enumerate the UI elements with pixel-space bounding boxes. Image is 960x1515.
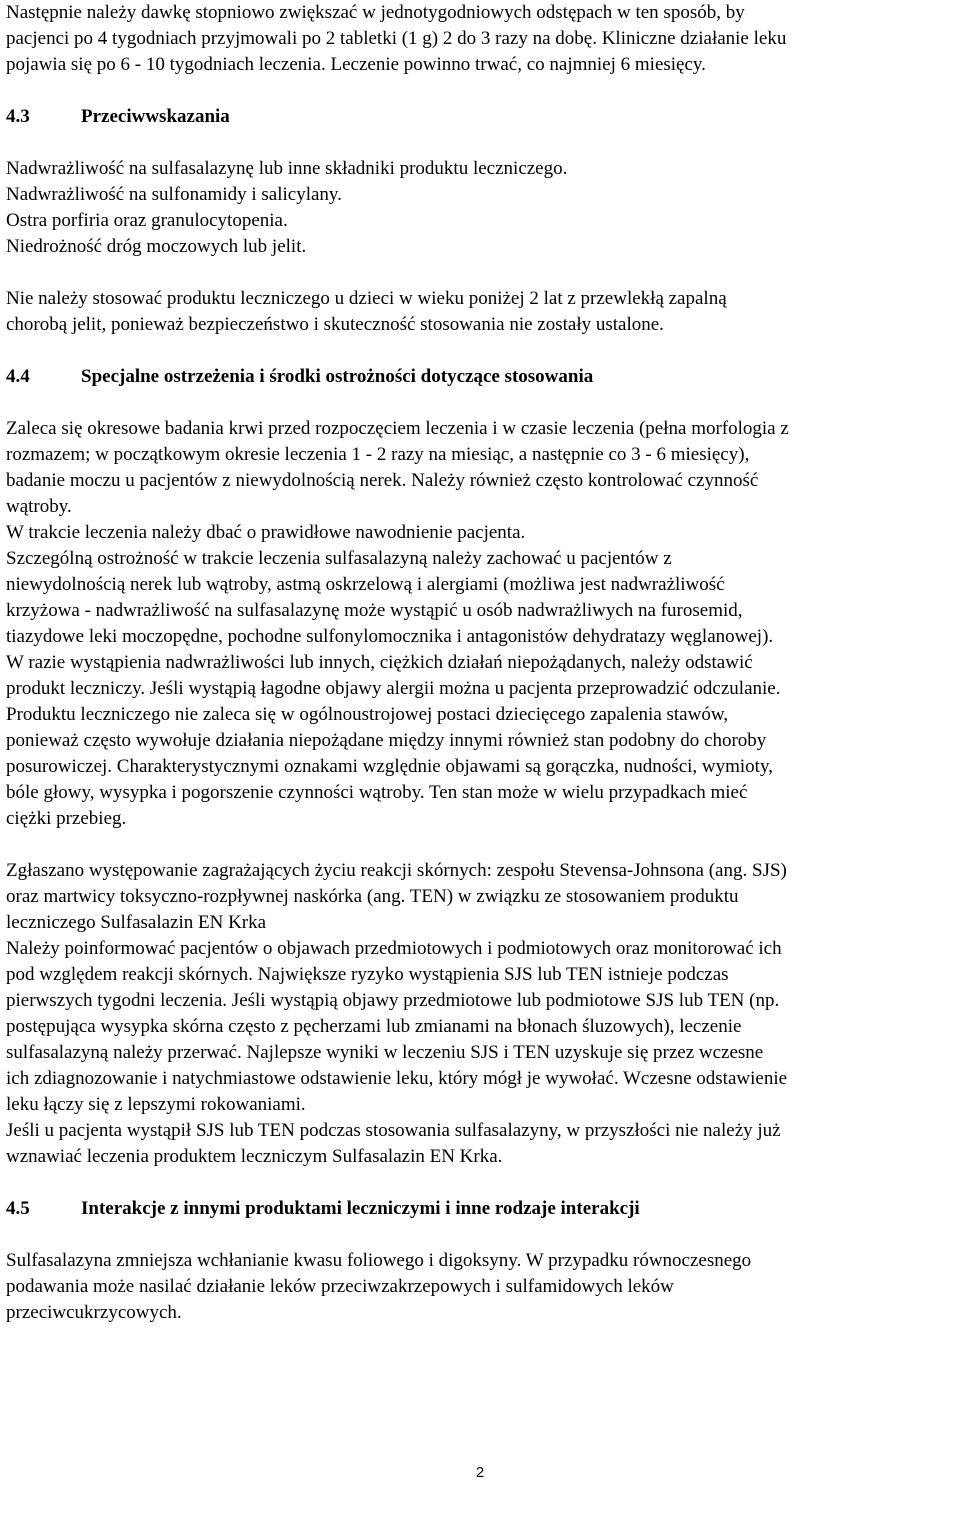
text-line: Zgłaszano występowanie zagrażających życiu reakcji skórnych: zespołu Stevensa-Johnsona (ang. SJS) — [6, 860, 787, 881]
text-line: Nadwrażliwość na sulfasalazynę lub inne składniki produktu leczniczego. — [6, 158, 568, 179]
text-line: Następnie należy dawkę stopniowo zwiększać w jednotygodniowych odstępach w ten sposób, by — [6, 2, 745, 23]
document-page — [6, 0, 956, 1326]
text-line: chorobą jelit, ponieważ bezpieczeństwo i skuteczność stosowania nie zostały ustalone. — [6, 314, 664, 335]
section-title: Przeciwwskazania — [81, 106, 230, 127]
text-line: niewydolnością nerek lub wątroby, astmą oskrzelową i alergiami (możliwa jest nadwrażliwość — [6, 574, 725, 595]
text-line: badanie moczu u pacjentów z niewydolnością nerek. Należy również często kontrolować czynność — [6, 470, 759, 491]
intro-paragraph — [6, 0, 956, 78]
contraindications-note — [6, 286, 956, 338]
warnings-paragraph-2 — [6, 858, 956, 1170]
text-line: pierwszych tygodni leczenia. Jeśli wystąpią objawy przedmiotowe lub podmiotowe SJS lub TEN (np. — [6, 990, 780, 1011]
text-line: leczniczego Sulfasalazin EN Krka — [6, 912, 267, 933]
text-line: Ostra porfiria oraz granulocytopenia. — [6, 210, 288, 231]
text-line: ciężki przebieg. — [6, 808, 127, 829]
text-line: Produktu leczniczego nie zaleca się w ogólnoustrojowej postaci dziecięcego zapalenia stawów, — [6, 704, 729, 725]
text-line: krzyżowa - nadwrażliwość na sulfasalazynę może wystąpić u osób nadwrażliwych na furosemid, — [6, 600, 743, 621]
text-line: Należy poinformować pacjentów o objawach przedmiotowych i podmiotowych oraz monitorować ich — [6, 938, 782, 959]
text-line: rozmazem; w początkowym okresie leczenia 1 - 2 razy na miesiąc, a następnie co 3 - 6 miesięcy), — [6, 444, 750, 465]
section-number: 4.4 — [6, 366, 30, 387]
text-line: postępująca wysypka skórna często z pęcherzami lub zmianami na błonach śluzowych), leczenie — [6, 1016, 742, 1037]
text-line: Szczególną ostrożność w trakcie leczenia sulfasalazyną należy zachować u pacjentów z — [6, 548, 672, 569]
interactions-paragraph — [6, 1248, 956, 1326]
text-line: leku łączy się z lepszymi rokowaniami. — [6, 1094, 306, 1115]
text-line: Nie należy stosować produktu leczniczego u dzieci w wieku poniżej 2 lat z przewlekłą zapalną — [6, 288, 727, 309]
text-line: Niedrożność dróg moczowych lub jelit. — [6, 236, 307, 257]
text-line: ich zdiagnozowanie i natychmiastowe odstawienie leku, który mógł je wywołać. Wczesne odstawienie — [6, 1068, 788, 1089]
section-heading-4-4 — [6, 364, 956, 390]
text-line: W razie wystąpienia nadwrażliwości lub innych, ciężkich działań niepożądanych, należy odstawić — [6, 652, 753, 673]
text-line: ponieważ często wywołuje działania niepożądane między innymi również stan podobny do choroby — [6, 730, 767, 751]
text-line: wątroby. — [6, 496, 72, 517]
section-title: Specjalne ostrzeżenia i środki ostrożności dotyczące stosowania — [81, 366, 594, 387]
section-number: 4.5 — [6, 1198, 30, 1219]
section-heading-4-5 — [6, 1196, 956, 1222]
contraindications-list — [6, 156, 956, 260]
text-line: bóle głowy, wysypka i pogorszenie czynności wątroby. Ten stan może w wielu przypadkach mieć — [6, 782, 748, 803]
section-number: 4.3 — [6, 106, 30, 127]
text-line: pojawia się po 6 - 10 tygodniach leczenia. Leczenie powinno trwać, co najmniej 6 miesięcy. — [6, 54, 706, 75]
text-line: sulfasalazyną należy przerwać. Najlepsze wyniki w leczeniu SJS i TEN uzyskuje się przez wczesne — [6, 1042, 764, 1063]
text-line: przeciwcukrzycowych. — [6, 1302, 182, 1323]
text-line: pod względem reakcji skórnych. Największe ryzyko wystąpienia SJS lub TEN istnieje podczas — [6, 964, 729, 985]
text-line: Jeśli u pacjenta wystąpił SJS lub TEN podczas stosowania sulfasalazyny, w przyszłości nie należy już — [6, 1120, 781, 1141]
text-line: tiazydowe leki moczopędne, pochodne sulfonylomocznika i antagonistów dehydratazy węglanowej). — [6, 626, 774, 647]
section-title: Interakcje z innymi produktami leczniczymi i inne rodzaje interakcji — [81, 1198, 640, 1219]
text-line: W trakcie leczenia należy dbać o prawidłowe nawodnienie pacjenta. — [6, 522, 526, 543]
text-line: Nadwrażliwość na sulfonamidy i salicylany. — [6, 184, 342, 205]
text-line: oraz martwicy toksyczno-rozpływnej naskórka (ang. TEN) w związku ze stosowaniem produktu — [6, 886, 739, 907]
text-line: produkt leczniczy. Jeśli wystąpią łagodne objawy alergii można u pacjenta przeprowadzić odczulanie. — [6, 678, 781, 699]
warnings-paragraph-1 — [6, 416, 956, 832]
section-heading-4-3 — [6, 104, 956, 130]
page-number: 2 — [475, 1464, 485, 1481]
text-line: posurowiczej. Charakterystycznymi oznakami względnie objawami są gorączka, nudności, wymioty, — [6, 756, 773, 777]
text-line: Zaleca się okresowe badania krwi przed rozpoczęciem leczenia i w czasie leczenia (pełna morfologia z — [6, 418, 789, 439]
text-line: wznawiać leczenia produktem leczniczym Sulfasalazin EN Krka. — [6, 1146, 503, 1167]
text-line: podawania może nasilać działanie leków przeciwzakrzepowych i sulfamidowych leków — [6, 1276, 674, 1297]
text-line: Sulfasalazyna zmniejsza wchłanianie kwasu foliowego i digoksyny. W przypadku równoczesnego — [6, 1250, 752, 1271]
text-line: pacjenci po 4 tygodniach przyjmowali po 2 tabletki (1 g) 2 do 3 razy na dobę. Kliniczne działanie leku — [6, 28, 787, 49]
